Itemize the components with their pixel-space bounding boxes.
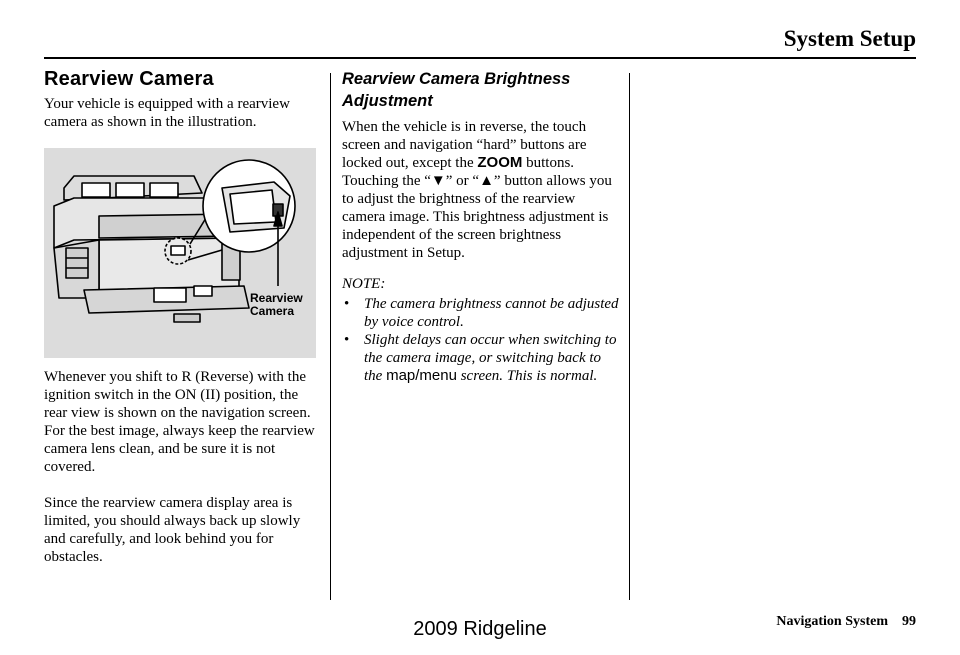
column-divider-right — [629, 73, 630, 600]
note-item-1 — [342, 295, 622, 331]
left-column-lower — [44, 368, 322, 566]
subsection-heading: Rearview Camera Brightness Adjustment — [342, 70, 571, 110]
brightness-text-a: When the vehicle is in reverse, the touch screen and navigation “hard” buttons are locked out, except the — [342, 119, 587, 171]
page-section-title: System Setup — [783, 26, 916, 51]
note-list — [342, 295, 622, 385]
middle-column — [342, 68, 622, 385]
brightness-text-b: buttons. Touching the “▼” or “▲” button allows you to adjust the brightness of the rearview camera image. This brightness adjustment is independent of the screen brightness adjustment in Setup. — [342, 155, 612, 261]
truck-rear-drawing — [44, 148, 316, 358]
callout-line-1: Rearview — [250, 291, 303, 305]
rearview-camera-illustration — [44, 148, 316, 358]
callout-line-2: Camera — [250, 304, 295, 318]
header-divider — [44, 57, 916, 59]
note-text-1: The camera brightness cannot be adjusted by voice control. — [364, 296, 619, 330]
bullet: • — [344, 296, 350, 312]
note-text-2c: screen. This is normal. — [456, 368, 598, 384]
bullet: • — [344, 332, 350, 348]
section-heading: Rearview Camera — [44, 68, 214, 90]
zoom-label: ZOOM — [477, 154, 523, 171]
caution-paragraph: Since the rearview camera display area is limited, you should always back up slowly and carefully, and look behind you for obstacles. — [44, 495, 301, 565]
brightness-paragraph — [342, 118, 622, 262]
footer-section: Navigation System — [776, 614, 888, 629]
left-column — [44, 68, 322, 131]
intro-paragraph: Your vehicle is equipped with a rearview camera as shown in the illustration. — [44, 96, 290, 130]
note-title: NOTE: — [342, 276, 386, 292]
watermark-text: 2009 Ridgeline — [413, 618, 547, 640]
column-divider-left — [330, 73, 331, 600]
page-number: 99 — [902, 614, 916, 629]
rearview-camera-callout — [250, 292, 303, 318]
note-text-2a: Slight delays can occur when switching to the camera image, or switching back to the — [364, 332, 617, 384]
note-item-2 — [342, 331, 622, 385]
reverse-paragraph: Whenever you shift to R (Reverse) with the ignition switch in the ON (II) position, the rear view is shown on the navigation screen. For the best image, always keep the rearview camera lens clean, and be sure it is not covered. — [44, 369, 315, 475]
map-menu-label: map/menu — [386, 367, 457, 384]
